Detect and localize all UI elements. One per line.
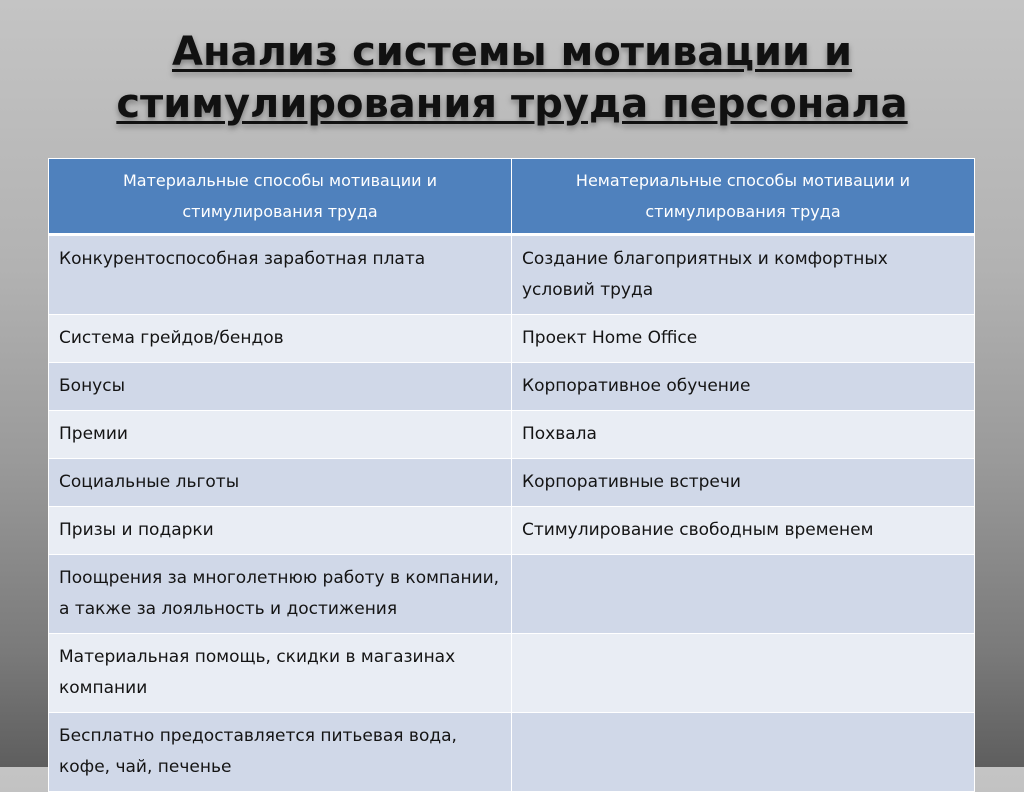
material-cell: Бонусы — [49, 363, 512, 411]
table-header-row — [49, 159, 975, 235]
nonmaterial-cell: Корпоративные встречи — [512, 459, 975, 507]
motivation-table — [48, 158, 975, 792]
table-row — [49, 315, 975, 363]
slide-title-line-2: стимулирования труда персонала — [116, 81, 908, 127]
nonmaterial-cell: Проект Home Office — [512, 315, 975, 363]
slide-title — [0, 26, 1024, 130]
material-cell: Поощрения за многолетнюю работу в компании, а также за лояльность и достижения — [49, 555, 512, 634]
material-cell: Социальные льготы — [49, 459, 512, 507]
table-row — [49, 363, 975, 411]
header-material-methods: Материальные способы мотивации и стимулирования труда — [49, 159, 512, 235]
table-row — [49, 459, 975, 507]
material-cell: Премии — [49, 411, 512, 459]
material-cell: Материальная помощь, скидки в магазинах компании — [49, 634, 512, 713]
material-cell: Система грейдов/бендов — [49, 315, 512, 363]
nonmaterial-cell: Похвала — [512, 411, 975, 459]
header-nonmaterial-methods: Нематериальные способы мотивации и стимулирования труда — [512, 159, 975, 235]
nonmaterial-cell — [512, 634, 975, 713]
material-cell: Призы и подарки — [49, 507, 512, 555]
material-cell: Конкурентоспособная заработная плата — [49, 235, 512, 315]
nonmaterial-cell: Стимулирование свободным временем — [512, 507, 975, 555]
table-row — [49, 634, 975, 713]
nonmaterial-cell: Создание благоприятных и комфортных условий труда — [512, 235, 975, 315]
slide-title-line-1: Анализ системы мотивации и — [172, 29, 852, 75]
material-cell: Бесплатно предоставляется питьевая вода, кофе, чай, печенье — [49, 713, 512, 792]
table-row — [49, 713, 975, 792]
table-row — [49, 507, 975, 555]
table-row — [49, 555, 975, 634]
nonmaterial-cell: Корпоративное обучение — [512, 363, 975, 411]
table-row — [49, 235, 975, 315]
table-row — [49, 411, 975, 459]
nonmaterial-cell — [512, 713, 975, 792]
nonmaterial-cell — [512, 555, 975, 634]
